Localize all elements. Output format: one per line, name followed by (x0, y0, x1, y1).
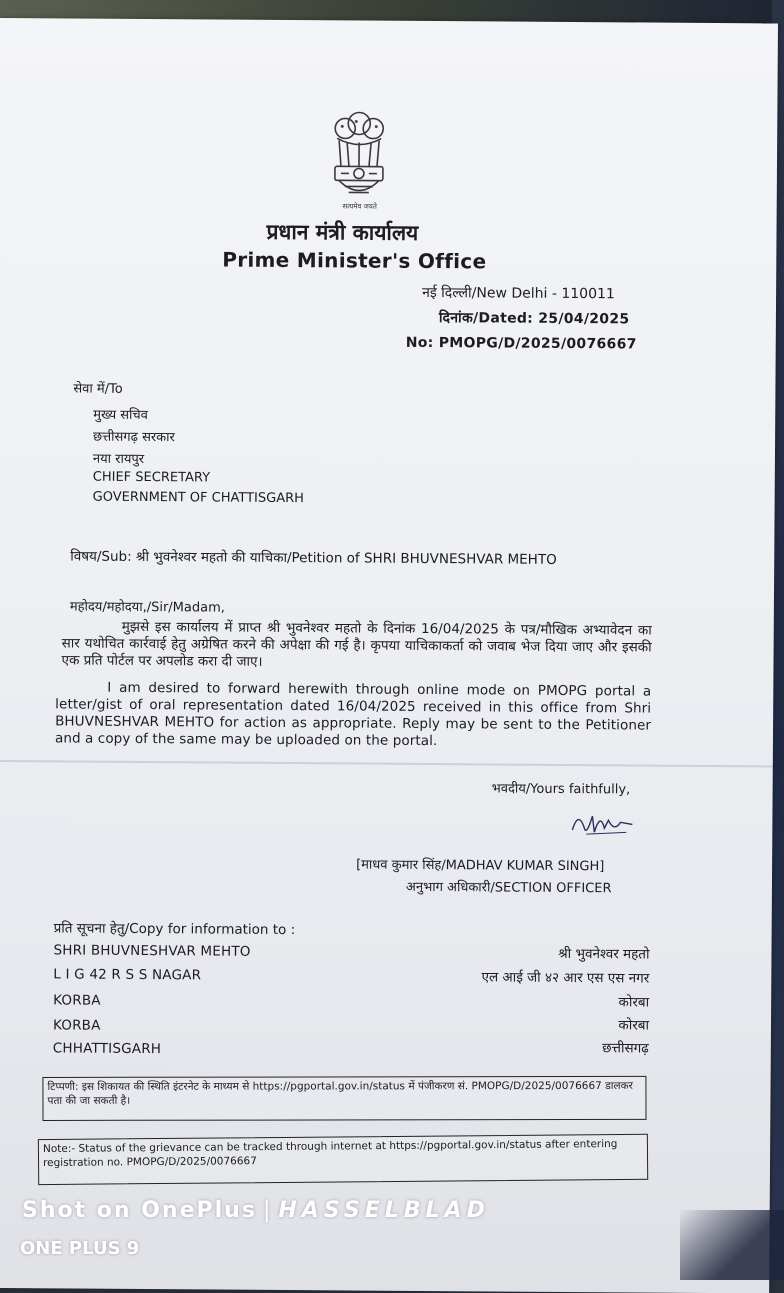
office-address: नई दिल्ली/New Delhi - 110011 (422, 284, 615, 303)
recipient-line: CHIEF SECRETARY (92, 469, 211, 486)
signatory-name: [माधव कुमार सिंह/MADHAV KUMAR SINGH] (356, 857, 605, 875)
subject-line: विषय/Sub: श्री भुवनेश्वर महतो की याचिका/Petition of SHRI BHUVNESHVAR MEHTO (70, 548, 557, 568)
emblem-motto: सत्यमेव जयते (342, 202, 377, 211)
body-paragraph-hindi: मुझसे इस कार्यालय में प्राप्त श्री भुवनेश्वर महतो के दिनांक 16/04/2025 के पत्र/मौखिक अभ्यावेदन का सार यथोचित कार्रवाई हेतु अग्रेषित करने की अपेक्षा की गई है। कृपया याचिकाकर्ता को जवाब भेज दिया जाए और इसकी एक प्रति पोर्टल पर अपलोड करा दी जाए। (61, 618, 652, 670)
office-title-hindi: प्रधान मंत्री कार्यालय (266, 219, 419, 245)
paper-fold-line (0, 760, 773, 767)
watermark-separator: | (262, 1198, 273, 1223)
letter-sheet (0, 18, 778, 1293)
watermark-brand: HASSELBLAD (278, 1198, 490, 1223)
camera-model: ONE PLUS 9 (20, 1238, 140, 1259)
background-shadow (680, 1210, 784, 1280)
recipient-line: मुख्य सचिव (93, 407, 148, 424)
national-emblem-icon (325, 108, 394, 216)
status-note-hindi: टिप्पणी: इस शिकायत की स्थिति इंटरनेट के माध्यम से https://pgportal.gov.in/status में पंजीकरण सं. PMOPG/D/2025/0076667 डालकर पता की जा सकती है। (42, 1076, 646, 1121)
copy-address-english-line: KORBA (53, 992, 101, 1009)
copy-address-hindi-line: श्री भुवनेश्वर महतो (558, 945, 650, 963)
copy-address-english-line: CHHATTISGARH (52, 1040, 162, 1058)
copy-address-hindi-line: छत्तीसगढ़ (602, 1040, 649, 1057)
camera-watermark (22, 1198, 490, 1223)
office-title-english: Prime Minister's Office (222, 247, 487, 274)
copy-address-hindi-line: कोरबा (618, 994, 650, 1011)
status-note-english: Note:- Status of the grievance can be tracked through internet at https://pgportal.gov.in/status after entering registration no. PMOPG/D/2025/0076667 (38, 1134, 648, 1185)
copy-to-label: प्रति सूचना हेतु/Copy for information to : (53, 920, 296, 939)
recipient-line: GOVERNMENT OF CHATTISGARH (92, 489, 304, 507)
watermark-shot-on: Shot on OnePlus (22, 1198, 257, 1223)
copy-address-english-line: SHRI BHUVNESHVAR MEHTO (53, 942, 251, 960)
copy-address-hindi-line: एल आई जी ४२ आर एस एस नगर (481, 969, 650, 987)
body-paragraph-english: I am desired to forward herewith through online mode on PMOPG portal a letter/gist of oral representation dated 16/04/2025 received in this office from Shri BHUVNESHVAR MEHTO for action as appropriate. Reply may be sent to the Petitioner and a copy of the same may be uploaded on the portal. (54, 679, 652, 750)
signature-mark (566, 802, 636, 842)
copy-address-english-line: L I G 42 R S S NAGAR (53, 966, 202, 984)
closing-line: भवदीय/Yours faithfully, (491, 781, 631, 798)
recipient-line: नया रायपुर (92, 451, 145, 468)
reference-number: No: PMOPG/D/2025/0076667 (405, 334, 637, 353)
recipient-line: छत्तीसगढ़ सरकार (93, 429, 175, 446)
recipient-label: सेवा में/To (73, 381, 123, 397)
salutation: महोदय/महोदया,/Sir/Madam, (69, 599, 225, 616)
signatory-designation: अनुभाग अधिकारी/SECTION OFFICER (405, 879, 612, 897)
letter-date: दिनांक/Dated: 25/04/2025 (438, 310, 630, 328)
copy-address-english-line: KORBA (52, 1017, 101, 1034)
copy-address-hindi-line: कोरबा (618, 1017, 650, 1034)
